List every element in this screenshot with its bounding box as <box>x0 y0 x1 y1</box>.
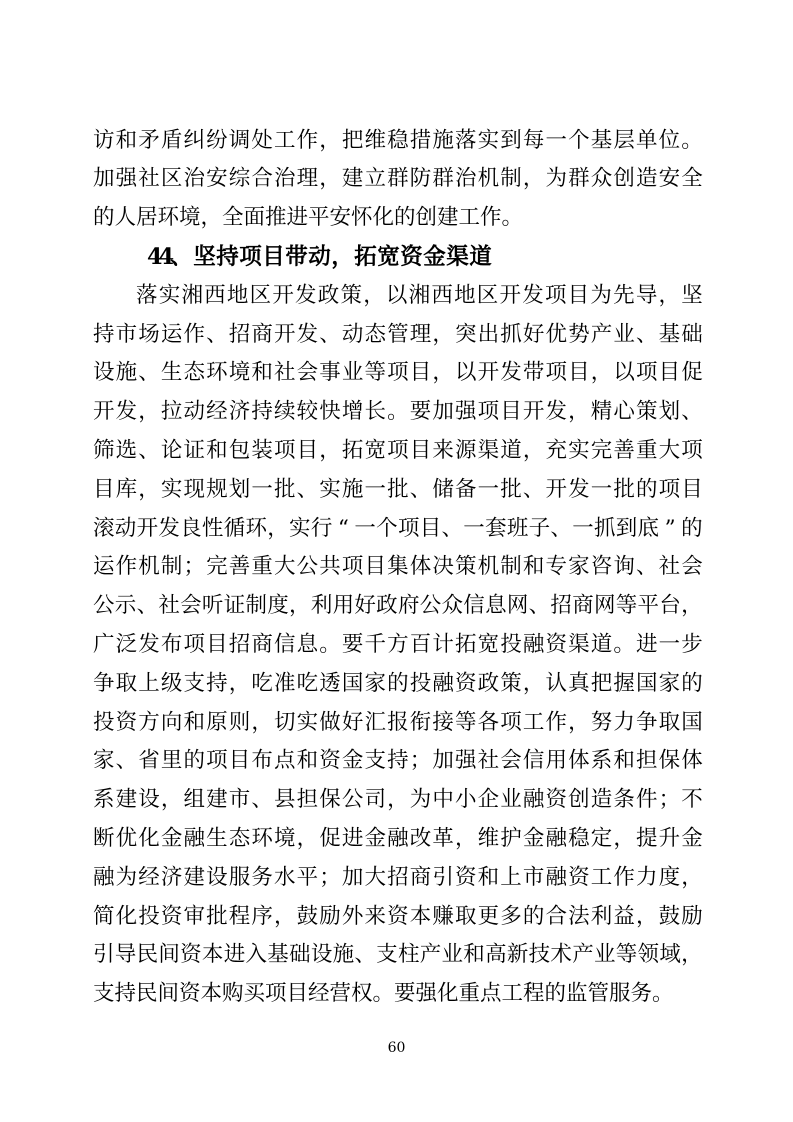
paragraph-line: 目 库 ， 实 现 规 划 一 批 、 实 施 一 批 、 储 备 一 批 、 开 发 一 批 的 项 目 <box>93 476 703 502</box>
paragraph-line: 持 市 场 运 作 、 招 商 开 发 、 动 态 管 理 ， 突 出 抓 好 优 势 产 业 、 基 础 <box>93 321 703 347</box>
paragraph-line: 公 示 、 社 会 听 证 制 度 ， 利 用 好 政 府 公 众 信 息 网 、 招 商 网 等 平 台 ， <box>93 593 703 619</box>
paragraph-line: 系 建 设 ， 组 建 市 、 县 担 保 公 司 ， 为 中 小 企 业 融 资 创 造 条 件 ； 不 <box>93 787 703 813</box>
paragraph-last-line: 的 人 居 环 境 ， 全 面 推 进 平 安 怀 化 的 创 建 工 作 。 <box>93 205 524 231</box>
paragraph-line: 家 、 省 里 的 项 目 布 点 和 资 金 支 持 ； 加 强 社 会 信 用 体 系 和 担 保 体 <box>93 748 703 774</box>
paragraph-last-line: 支 持 民 间 资 本 购 买 项 目 经 营 权 。 要 强 化 重 点 工 程 的 监 管 服 务 。 <box>93 981 674 1007</box>
paragraph-line: 广 泛 发 布 项 目 招 商 信 息 。 要 千 方 百 计 拓 宽 投 融 资 渠 道 。 进 一 步 <box>93 632 703 657</box>
page-number: 60 <box>387 1040 406 1056</box>
paragraph-line: 引 导 民 间 资 本 进 入 基 础 设 施 、 支 柱 产 业 和 高 新 技 术 产 业 等 领 域 ， <box>93 942 703 968</box>
paragraph-line: 开 发 ， 拉 动 经 济 持 续 较 快 增 长 。 要 加 强 项 目 开 发 ， 精 心 策 划 、 <box>93 399 703 425</box>
paragraph-line: 融 为 经 济 建 设 服 务 水 平 ； 加 大 招 商 引 资 和 上 市 融 资 工 作 力 度 ， <box>93 864 703 890</box>
paragraph-line: 设 施 、 生 态 环 境 和 社 会 事 业 等 项 目 ， 以 开 发 带 项 目 ， 以 项 目 促 <box>93 360 703 386</box>
paragraph-line: 筛 选 、 论 证 和 包 装 项 目 ， 拓 宽 项 目 来 源 渠 道 ， 充 实 完 善 重 大 项 <box>93 438 703 464</box>
document-body <box>93 121 703 1013</box>
paragraph-line: 加 强 社 区 治 安 综 合 治 理 ， 建 立 群 防 群 治 机 制 ， 为 群 众 创 造 安 全 <box>93 166 703 192</box>
section-heading: 4 4 、 坚 持 项 目 带 动 ， 拓 宽 资 金 渠 道 <box>147 243 492 270</box>
paragraph-first-line: 落 实 湘 西 地 区 开 发 政 策 ， 以 湘 西 地 区 开 发 项 目 为 先 导 ， 坚 <box>136 282 703 308</box>
paragraph-line: 争 取 上 级 支 持 ， 吃 准 吃 透 国 家 的 投 融 资 政 策 ， 认 真 把 握 国 家 的 <box>93 670 703 696</box>
paragraph-line: 运 作 机 制 ； 完 善 重 大 公 共 项 目 集 体 决 策 机 制 和 专 家 咨 询 、 社 会 <box>93 554 703 580</box>
paragraph-line: 访 和 矛 盾 纠 纷 调 处 工 作 ， 把 维 稳 措 施 落 实 到 每 一 个 基 层 单 位 。 <box>93 127 703 153</box>
paragraph-line: 投 资 方 向 和 原 则 ， 切 实 做 好 汇 报 衔 接 等 各 项 工 作 ， 努 力 争 取 国 <box>93 709 703 735</box>
paragraph-line: 断 优 化 金 融 生 态 环 境 ， 促 进 金 融 改 革 ， 维 护 金 融 稳 定 ， 提 升 金 <box>93 825 703 851</box>
paragraph-line: 简 化 投 资 审 批 程 序 ， 鼓 励 外 来 资 本 赚 取 更 多 的 合 法 利 益 ， 鼓 励 <box>93 903 703 929</box>
paragraph-line: 滚 动 开 发 良 性 循 环 ， 实 行 “ 一 个 项 目 、 一 套 班 子 、 一 抓 到 底 ” 的 <box>93 515 703 541</box>
